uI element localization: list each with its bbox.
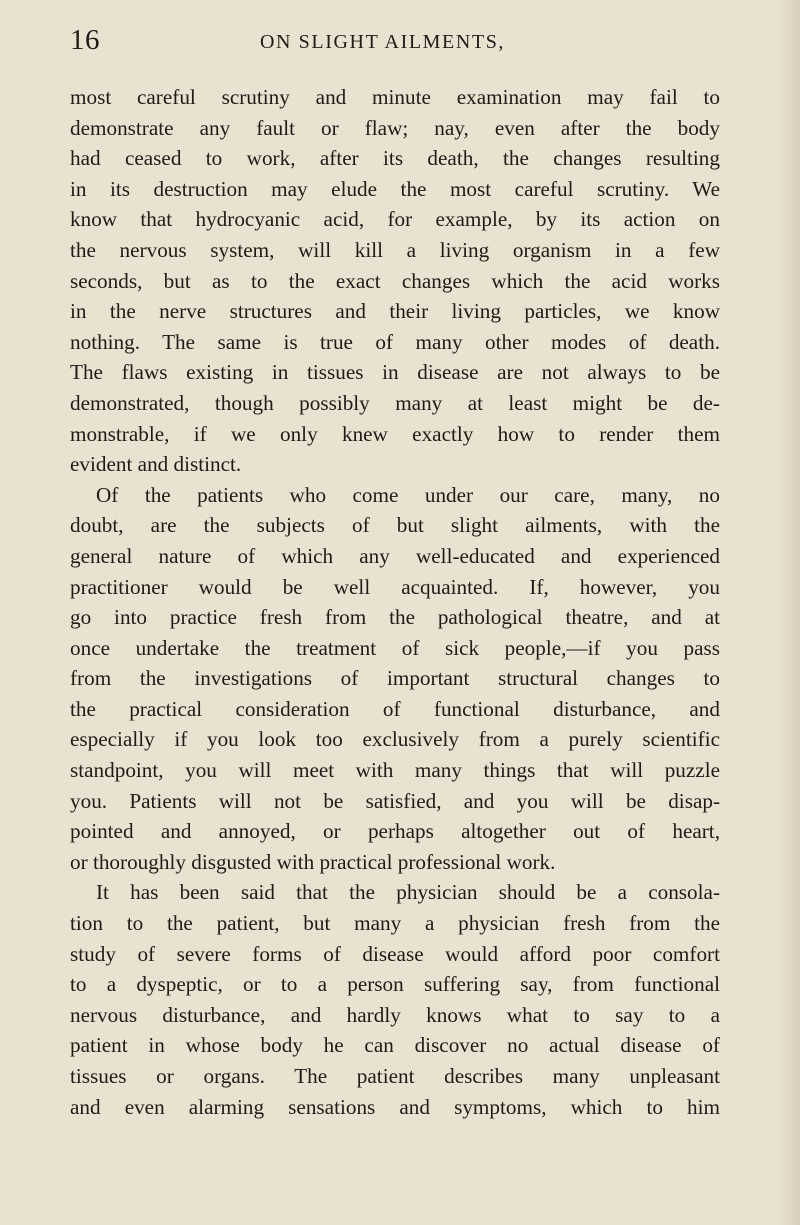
paragraph-start-line: It has been said that the physician should be a consola- <box>96 880 720 905</box>
text-line: most careful scrutiny and minute examination may fail to <box>70 85 720 109</box>
body-text <box>70 82 720 1122</box>
text-line: you. Patients will not be satisfied, and you will be disap- <box>70 788 720 813</box>
text-line: general nature of which any well-educated and experienced <box>70 543 720 568</box>
text-line: the nervous system, will kill a living organism in a few <box>70 237 720 262</box>
text-line: doubt, are the subjects of but slight ailments, with the <box>70 513 720 538</box>
text-line: once undertake the treatment of sick people,—if you pass <box>70 635 720 660</box>
text-line: practitioner would be well acquainted. If, however, you <box>70 574 720 599</box>
text-line: demonstrated, though possibly many at least might be de- <box>70 390 720 415</box>
page-header <box>70 24 720 60</box>
text-line: monstrable, if we only knew exactly how to render them <box>70 421 720 446</box>
text-line: had ceased to work, after its death, the changes resulting <box>70 146 720 171</box>
paragraph-start-line: Of the patients who come under our care, many, no <box>96 482 720 507</box>
text-line: patient in whose body he can discover no actual disease of <box>70 1033 720 1058</box>
text-line: in the nerve structures and their living particles, we know <box>70 299 720 324</box>
text-line: tissues or organs. The patient describes many unpleasant <box>70 1064 720 1088</box>
paragraph-end-line: or thoroughly disgusted with practical professional work. <box>70 849 556 874</box>
text-line: nervous disturbance, and hardly knows what to say to a <box>70 1002 720 1027</box>
text-line: study of severe forms of disease would afford poor comfort <box>70 941 720 966</box>
text-line: to a dyspeptic, or to a person suffering say, from functional <box>70 972 720 997</box>
text-line: pointed and annoyed, or perhaps altogether out of heart, <box>70 819 720 844</box>
text-line: go into practice fresh from the pathological theatre, and at <box>70 605 720 630</box>
text-line: standpoint, you will meet with many things that will puzzle <box>70 758 720 783</box>
text-line: the practical consideration of functional disturbance, and <box>70 696 720 721</box>
text-line: especially if you look too exclusively from a purely scientific <box>70 727 720 752</box>
page-number: 16 <box>70 24 100 56</box>
text-line: seconds, but as to the exact changes which the acid works <box>70 268 720 293</box>
running-head: ON SLIGHT AILMENTS, <box>260 31 506 53</box>
paragraph-end-line: evident and distinct. <box>70 452 242 477</box>
page-edge-shadow <box>778 0 800 1225</box>
text-line: tion to the patient, but many a physician fresh from the <box>70 911 720 936</box>
text-line: in its destruction may elude the most careful scrutiny. We <box>70 176 720 201</box>
text-line: The flaws existing in tissues in disease are not always to be <box>70 360 720 385</box>
text-line: from the investigations of important structural changes to <box>70 666 720 691</box>
text-line: and even alarming sensations and symptoms, which to him <box>70 1094 720 1119</box>
text-line: know that hydrocyanic acid, for example, by its action on <box>70 207 720 232</box>
text-line: nothing. The same is true of many other modes of death. <box>70 329 720 354</box>
text-line: demonstrate any fault or flaw; nay, even after the body <box>70 115 720 140</box>
